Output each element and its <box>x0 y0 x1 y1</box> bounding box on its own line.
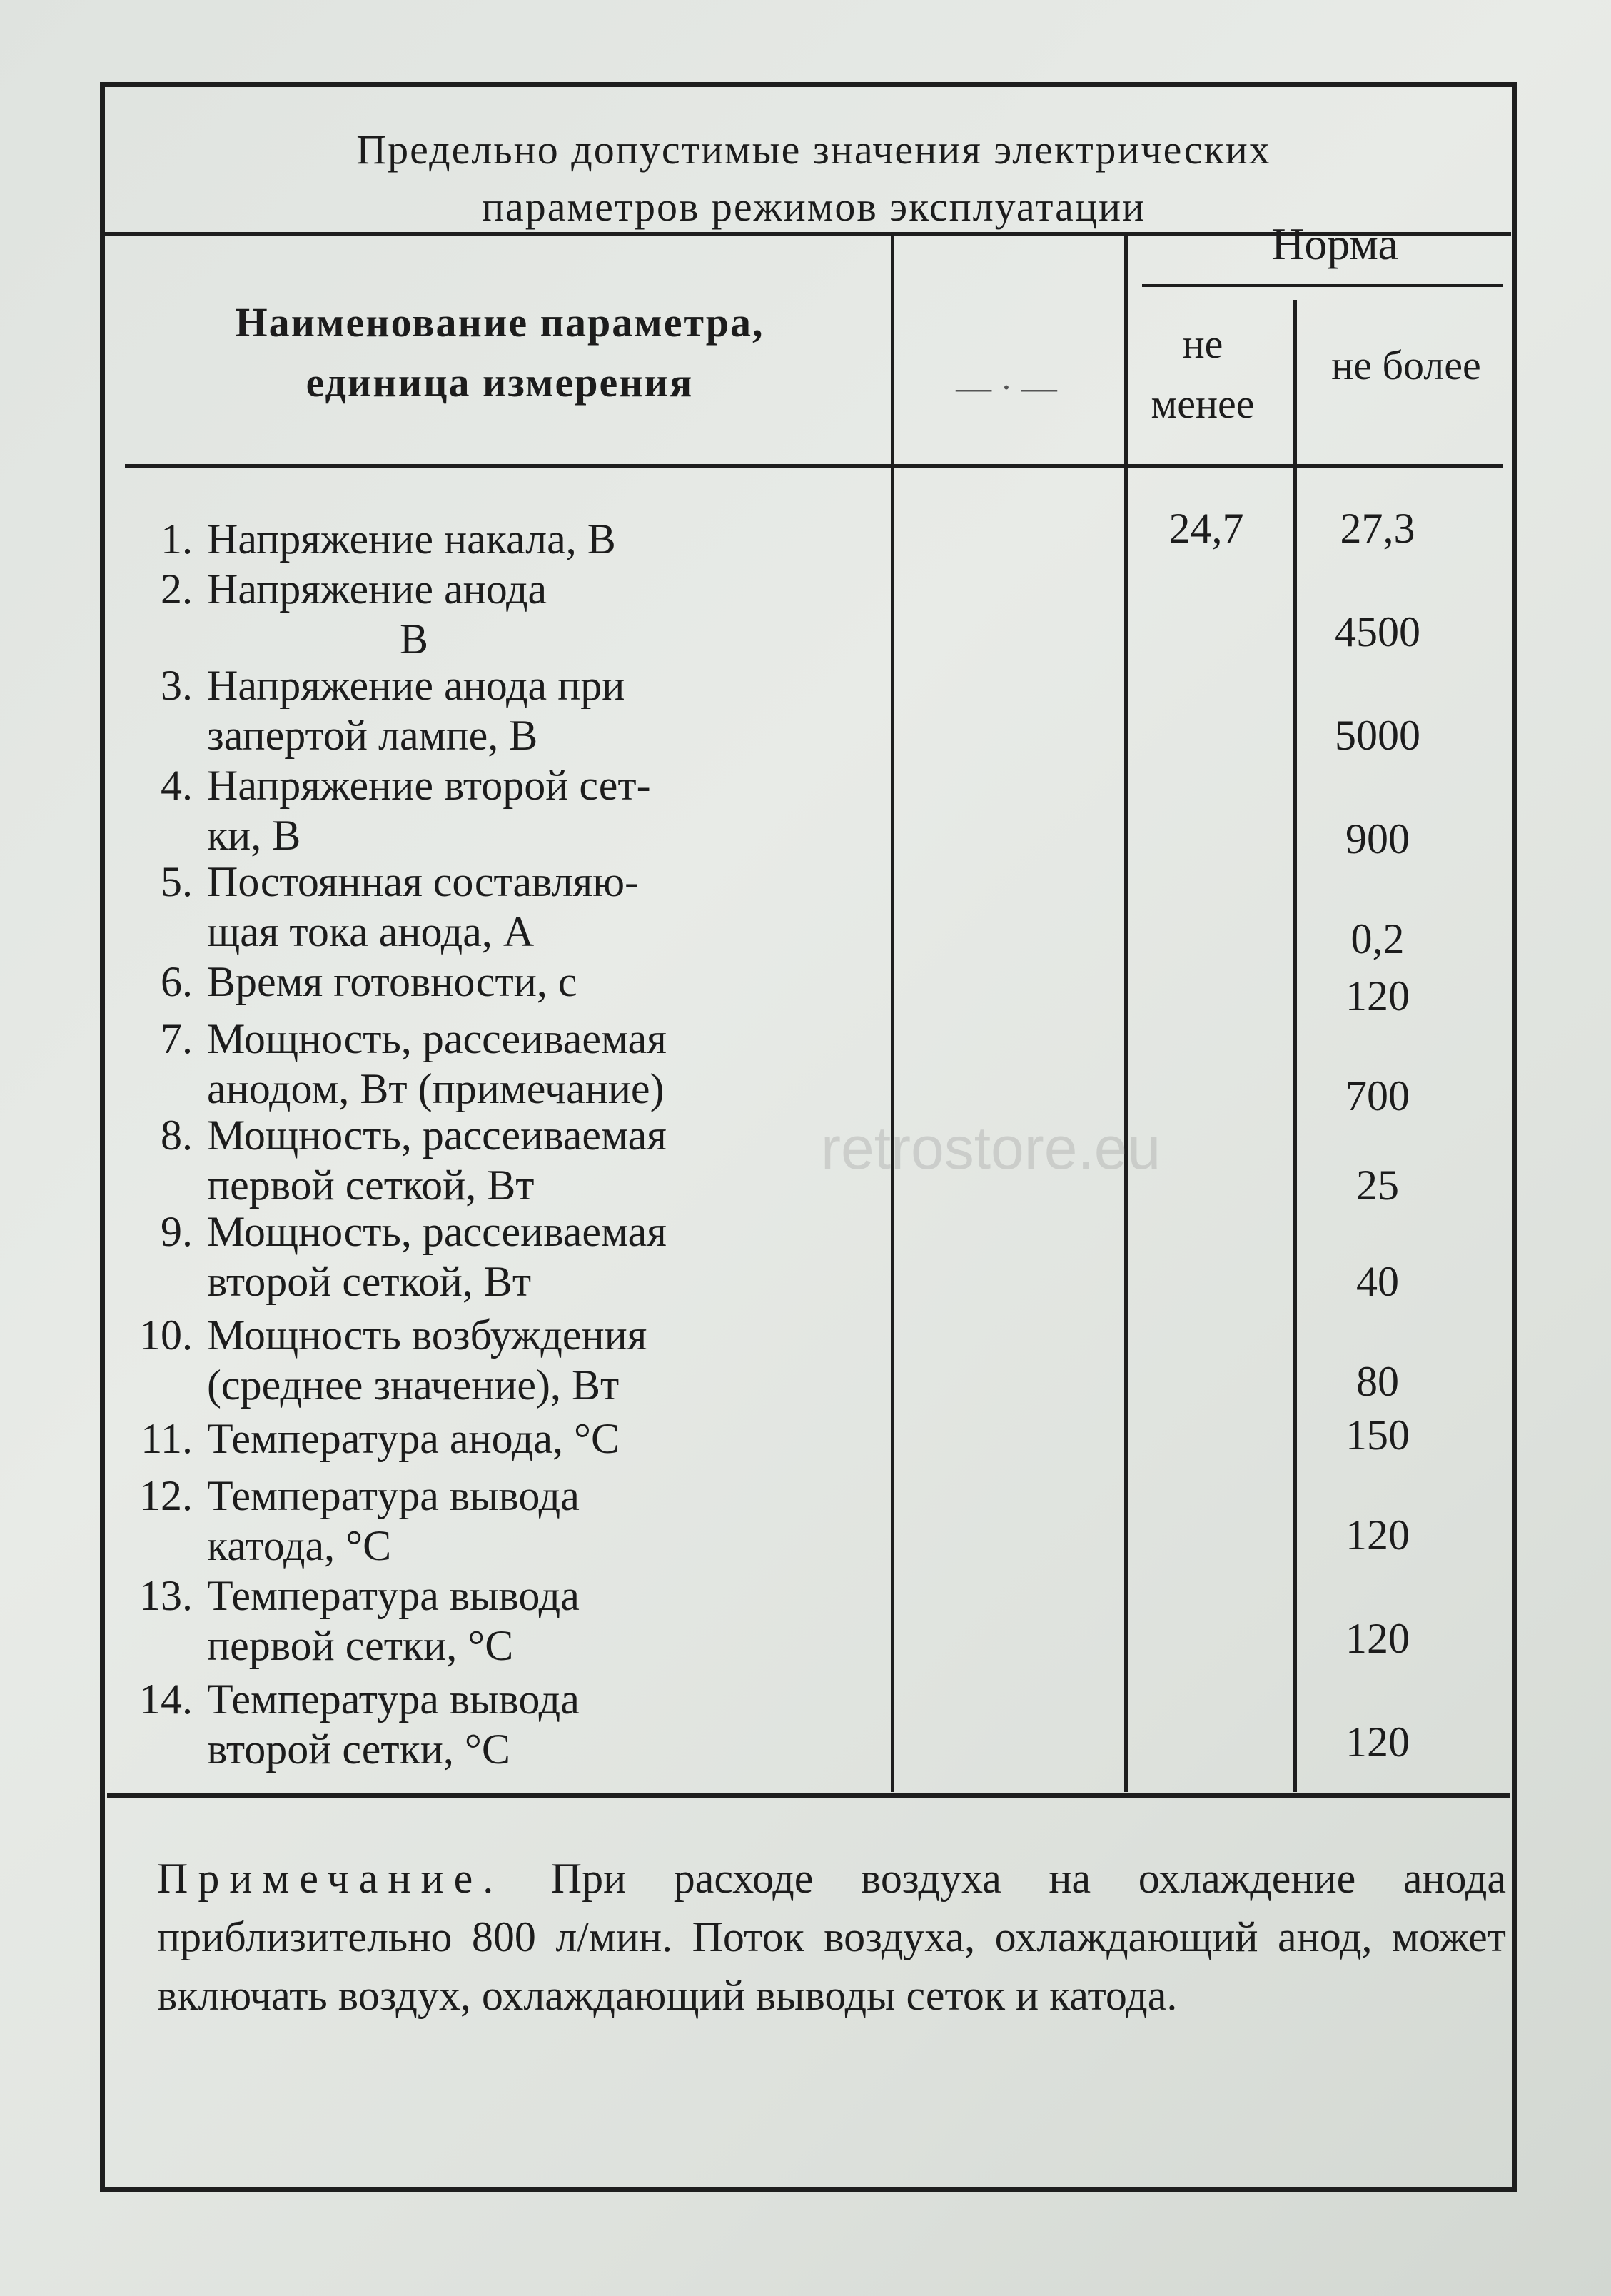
watermark: retrostore.eu <box>821 1114 1161 1182</box>
row-parameter-line-2: второй сетки, °С <box>207 1726 510 1773</box>
header-name-line-1: Наименование параметра, <box>235 299 764 346</box>
row-parameter-line-1: Температура вывода <box>207 1676 580 1723</box>
row-parameter-line-2: щая тока анода, А <box>207 908 535 955</box>
note <box>157 1849 1506 2025</box>
row-number: 13. <box>139 1572 193 1619</box>
header-min <box>1131 314 1274 434</box>
header-max: не более <box>1331 342 1481 388</box>
row-parameter-line-2: катода, °С <box>207 1522 392 1569</box>
row-parameter-line-1: Температура вывода <box>207 1572 580 1619</box>
row-parameter-line-1: Мощность, рассеиваемая <box>207 1112 667 1159</box>
row-parameter-line-2: первой сетки, °С <box>207 1622 514 1669</box>
row-number: 6. <box>161 958 193 1005</box>
row-number: 7. <box>161 1015 193 1062</box>
row-max-value: 40 <box>1356 1258 1399 1305</box>
row-min-value: 24,7 <box>1168 505 1244 552</box>
row-number: 3. <box>161 662 193 709</box>
row-number: 4. <box>161 762 193 809</box>
row-parameter-line-2: второй сеткой, Вт <box>207 1258 532 1305</box>
row-max-value: 80 <box>1356 1358 1399 1405</box>
row-number: 9. <box>161 1208 193 1255</box>
row-parameter-line-1: Температура анода, °С <box>207 1415 620 1462</box>
header-name-line-2: единица измерения <box>305 359 694 406</box>
row-max-value: 150 <box>1345 1411 1410 1459</box>
row-number: 12. <box>139 1472 193 1519</box>
row-parameter-line-1: Напряжение накала, В <box>207 515 616 563</box>
row-number: 11. <box>141 1415 193 1462</box>
row-number: 2. <box>161 565 193 613</box>
row-parameter-line-1: Мощность возбуждения <box>207 1311 647 1359</box>
row-parameter-line-2: ки, В <box>207 812 301 859</box>
row-parameter-line-1: Время готовности, с <box>207 958 577 1005</box>
row-parameter-line-1: Напряжение анода <box>207 565 547 613</box>
row-max-value: 25 <box>1356 1162 1399 1209</box>
row-number: 1. <box>161 515 193 563</box>
header-parameter-name <box>143 293 857 413</box>
row-parameter-line-1: Мощность, рассеиваемая <box>207 1208 667 1255</box>
row-max-value: 700 <box>1345 1072 1410 1119</box>
row-parameter-line-1: Мощность, рассеиваемая <box>207 1015 667 1062</box>
note-text: При расходе воздуха на охлаждение анода приблизительно 800 л/мин. Поток воздуха, охлаждающий анод, может включать воздух, охлаждающий выводы сеток и катода. <box>157 1855 1506 2019</box>
note-label: Примечание. <box>157 1855 504 1902</box>
header-blank-column: — · — <box>956 367 1057 407</box>
row-max-value: 900 <box>1345 815 1410 862</box>
row-parameter-line-2: запертой лампе, В <box>207 712 538 759</box>
row-parameter-line-2: (среднее значение), Вт <box>207 1361 620 1409</box>
row-number: 8. <box>161 1112 193 1159</box>
rule-under-norma <box>1142 284 1503 287</box>
row-parameter-line-1: Температура вывода <box>207 1472 580 1519</box>
header-norma: Норма <box>1271 218 1398 269</box>
row-number: 10. <box>139 1311 193 1359</box>
row-parameter-line-1: Напряжение анода при <box>207 662 625 709</box>
column-divider-2 <box>1124 236 1128 1792</box>
row-parameter-line-2: В <box>400 615 429 663</box>
header-min-line-2: менее <box>1151 381 1255 427</box>
title-line-1: Предельно допустимые значения электрических <box>356 126 1271 173</box>
header-min-line-1: не <box>1182 321 1223 367</box>
title-line-2: параметров режимов эксплуатации <box>481 183 1146 230</box>
row-number: 5. <box>161 858 193 905</box>
row-parameter-line-2: первой сеткой, Вт <box>207 1162 535 1209</box>
row-max-value: 5000 <box>1335 712 1420 759</box>
column-divider-1 <box>891 236 894 1792</box>
rule-above-note <box>107 1793 1510 1798</box>
row-max-value: 120 <box>1345 1511 1410 1559</box>
row-max-value: 120 <box>1345 1718 1410 1766</box>
row-parameter-line-1: Постоянная составляю- <box>207 858 640 905</box>
row-max-value: 120 <box>1345 972 1410 1019</box>
row-max-value: 4500 <box>1335 608 1420 655</box>
row-max-value: 27,3 <box>1340 505 1415 552</box>
row-max-value: 120 <box>1345 1615 1410 1662</box>
column-divider-3 <box>1293 300 1297 1792</box>
row-max-value: 0,2 <box>1350 915 1405 962</box>
row-parameter-line-2: анодом, Вт (примечание) <box>207 1065 665 1112</box>
row-parameter-line-1: Напряжение второй сет- <box>207 762 651 809</box>
row-number: 14. <box>139 1676 193 1723</box>
